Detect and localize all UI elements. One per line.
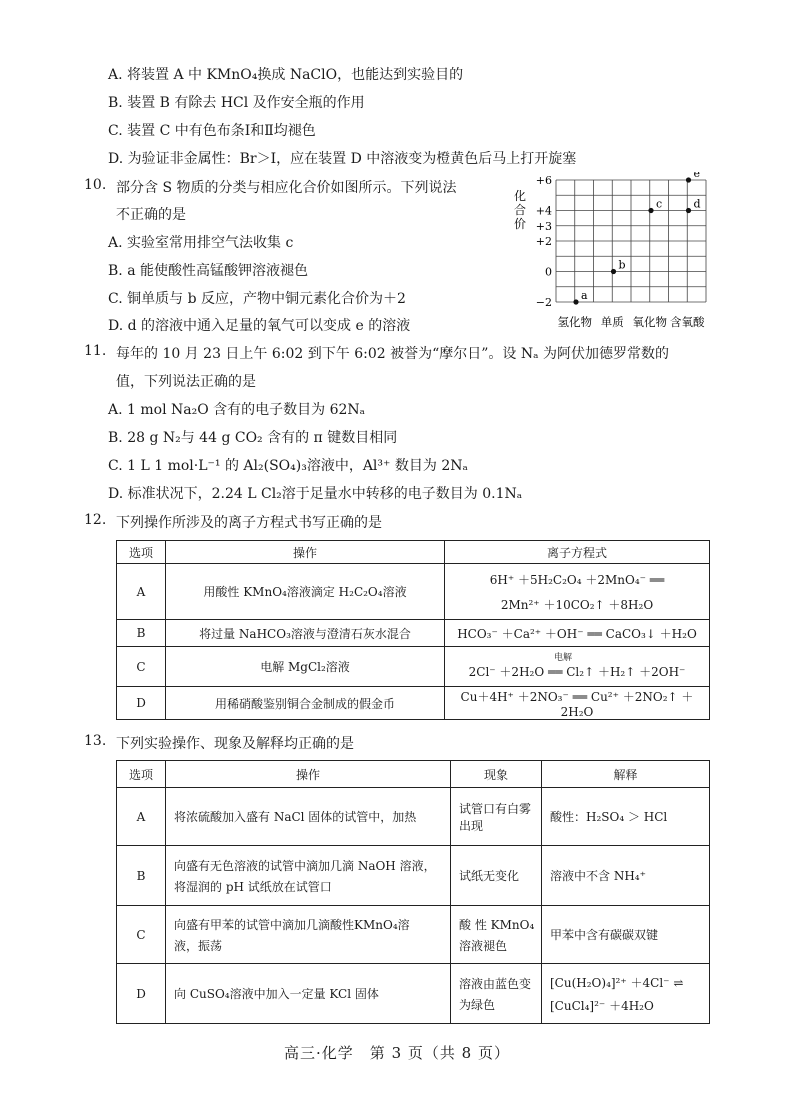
data-point-c bbox=[648, 208, 653, 213]
equation-line: 2Mn²⁺ ＋10CO₂↑ ＋8H₂O bbox=[500, 597, 654, 612]
explanation-line: 酸性：H₂SO₄ ＞ HCl bbox=[550, 810, 668, 824]
y-tick-label: +2 bbox=[535, 235, 552, 248]
q10-stem-line1: 部分含 S 物质的分类与相应化合价如图所示。下列说法 bbox=[116, 180, 457, 196]
valence-chart bbox=[506, 172, 726, 338]
q13-row-phenomenon bbox=[451, 846, 542, 906]
equation-line: 6H⁺ ＋5H₂C₂O₄ ＋2MnO₄⁻ ══ bbox=[489, 572, 665, 587]
q12-header-operation: 操作 bbox=[166, 541, 445, 564]
q13-row-explanation bbox=[542, 788, 710, 846]
phenomenon-line: 试纸无变化 bbox=[459, 869, 520, 883]
phenomenon-line: 溶液由蓝色变 bbox=[459, 976, 532, 991]
y-tick-label: −2 bbox=[535, 296, 552, 309]
operation-line: 向 CuSO₄溶液中加入一定量 KCl 固体 bbox=[174, 987, 379, 1001]
q11-stem-line1: 每年的 10 月 23 日上午 6:02 到下午 6:02 被誉为“摩尔日”。设 Nₐ 为阿伏加德罗常数的 bbox=[116, 346, 669, 362]
q10-option-b: B. a 能使酸性高锰酸钾溶液褪色 bbox=[108, 263, 308, 279]
q13-row-operation bbox=[166, 906, 451, 964]
q12-row-equation bbox=[445, 647, 710, 687]
table-row bbox=[117, 564, 710, 620]
q13-row-phenomenon bbox=[451, 964, 542, 1024]
explanation-line: 甲苯中含有碳碳双键 bbox=[550, 928, 659, 942]
q13-row-operation bbox=[166, 964, 451, 1024]
electrolysis-condition: 电解 bbox=[553, 652, 572, 663]
q9-option-c: C. 装置 C 中有色布条Ⅰ和Ⅱ均褪色 bbox=[108, 123, 316, 139]
y-tick-label: +3 bbox=[535, 219, 552, 233]
y-tick-label: 0 bbox=[545, 265, 552, 279]
q13-row-explanation bbox=[542, 964, 710, 1024]
q12-row-option: B bbox=[117, 620, 166, 647]
y-tick-label: +6 bbox=[535, 174, 552, 187]
data-point-label: b bbox=[618, 258, 626, 272]
q12-row-equation bbox=[445, 564, 710, 620]
q11-number: 11. bbox=[84, 343, 107, 359]
explanation-line: 溶液中不含 NH₄⁺ bbox=[550, 869, 646, 883]
data-point-label: a bbox=[581, 289, 588, 302]
q9-option-a: A. 将装置 A 中 KMnO₄换成 NaClO，也能达到实验目的 bbox=[108, 67, 464, 83]
table-row bbox=[117, 964, 710, 1024]
q13-row-explanation bbox=[542, 846, 710, 906]
q10-option-d: D. d 的溶液中通入足量的氧气可以变成 e 的溶液 bbox=[108, 318, 411, 334]
q13-row-operation bbox=[166, 788, 451, 846]
q9-option-d: D. 为验证非金属性：Br＞I，应在装置 D 中溶液变为橙黄色后马上打开旋塞 bbox=[108, 151, 577, 167]
q10-option-a: A. 实验室常用排空气法收集 c bbox=[108, 235, 294, 251]
data-point-e bbox=[686, 177, 691, 182]
q11-option-c: C. 1 L 1 mol·L⁻¹ 的 Al₂(SO₄)₃溶液中，Al³⁺ 数目为 2Nₐ bbox=[108, 458, 468, 474]
q13-row-option: A bbox=[117, 788, 166, 846]
q12-row-operation: 电解 MgCl₂溶液 bbox=[166, 647, 445, 687]
q12-header-option: 选项 bbox=[117, 541, 166, 564]
table-row bbox=[117, 687, 710, 720]
q12-row-operation: 用稀硝酸鉴别铜合金制成的假金币 bbox=[166, 687, 445, 720]
q13-row-option: B bbox=[117, 846, 166, 906]
q12-row-equation: Cu＋4H⁺ ＋2NO₃⁻ ══ Cu²⁺ ＋2NO₂↑ ＋2H₂O bbox=[445, 687, 710, 720]
table-row bbox=[117, 788, 710, 846]
y-axis-label-char: 化 bbox=[514, 189, 527, 203]
q9-option-b: B. 装置 B 有除去 HCl 及作安全瓶的作用 bbox=[108, 95, 365, 111]
operation-line: 液，振荡 bbox=[174, 938, 223, 953]
x-category-label: 含氧酸 bbox=[670, 315, 705, 329]
x-category-label: 单质 bbox=[600, 315, 624, 329]
q12-number: 12. bbox=[84, 512, 107, 528]
q13-row-phenomenon bbox=[451, 906, 542, 964]
data-point-label: d bbox=[693, 197, 701, 211]
x-category-label: 氢化物 bbox=[557, 315, 592, 329]
q13-number: 13. bbox=[84, 733, 107, 749]
data-point-b bbox=[611, 269, 616, 274]
q10-option-c: C. 铜单质与 b 反应，产物中铜元素化合价为＋2 bbox=[108, 291, 406, 307]
q12-row-equation: HCO₃⁻ ＋Ca²⁺ ＋OH⁻ ══ CaCO₃↓ ＋H₂O bbox=[445, 620, 710, 647]
explanation-line: [CuCl₄]²⁻ ＋4H₂O bbox=[550, 998, 654, 1013]
q13-row-explanation bbox=[542, 906, 710, 964]
q11-stem-line2: 值，下列说法正确的是 bbox=[116, 374, 256, 390]
q11-option-b: B. 28 g N₂与 44 g CO₂ 含有的 π 键数目相同 bbox=[108, 430, 398, 446]
x-category-label: 氧化物 bbox=[632, 315, 667, 329]
equation-line: 2Cl⁻ ＋2H₂O ══ Cl₂↑ ＋H₂↑ ＋2OH⁻ bbox=[468, 664, 686, 679]
data-point-d bbox=[686, 208, 691, 213]
q13-stem: 下列实验操作、现象及解释均正确的是 bbox=[116, 736, 354, 752]
page-footer: 高三·化学 第 3 页（共 8 页） bbox=[284, 1044, 510, 1062]
y-axis-label-char: 价 bbox=[514, 217, 527, 231]
q12-table bbox=[116, 540, 710, 720]
q13-header-explanation: 解释 bbox=[542, 761, 710, 788]
operation-line: 将浓硫酸加入盛有 NaCl 固体的试管中，加热 bbox=[174, 810, 417, 824]
phenomenon-line: 出现 bbox=[459, 818, 484, 833]
phenomenon-line: 为绿色 bbox=[459, 997, 496, 1012]
y-tick-label: +4 bbox=[535, 204, 552, 218]
table-row bbox=[117, 906, 710, 964]
operation-line: 向盛有无色溶液的试管中滴加几滴 NaOH 溶液， bbox=[174, 858, 436, 873]
q13-row-phenomenon bbox=[451, 788, 542, 846]
q12-header-equation: 离子方程式 bbox=[445, 541, 710, 564]
q12-row-operation: 用酸性 KMnO₄溶液滴定 H₂C₂O₄溶液 bbox=[166, 564, 445, 620]
q10-number: 10. bbox=[84, 177, 107, 193]
q13-row-operation bbox=[166, 846, 451, 906]
phenomenon-line: 酸 性 KMnO₄ bbox=[459, 917, 535, 932]
data-point-label: e bbox=[693, 172, 701, 180]
q13-header-option: 选项 bbox=[117, 761, 166, 788]
q12-row-operation: 将过量 NaHCO₃溶液与澄清石灰水混合 bbox=[166, 620, 445, 647]
phenomenon-line: 试管口有白雾 bbox=[459, 801, 532, 816]
q13-table bbox=[116, 760, 710, 1024]
table-row bbox=[117, 647, 710, 687]
operation-line: 向盛有甲苯的试管中滴加几滴酸性KMnO₄溶 bbox=[174, 917, 410, 932]
data-point-a bbox=[573, 299, 578, 304]
phenomenon-line: 溶液褪色 bbox=[459, 938, 508, 953]
q13-header-operation: 操作 bbox=[166, 761, 451, 788]
table-row bbox=[117, 620, 710, 647]
q13-header-phenomenon: 现象 bbox=[451, 761, 542, 788]
q11-option-a: A. 1 mol Na₂O 含有的电子数目为 62Nₐ bbox=[108, 402, 366, 418]
q13-row-option: D bbox=[117, 964, 166, 1024]
q12-row-option: A bbox=[117, 564, 166, 620]
q10-stem-line2: 不正确的是 bbox=[116, 207, 186, 223]
q12-stem: 下列操作所涉及的离子方程式书写正确的是 bbox=[116, 515, 382, 531]
table-row bbox=[117, 846, 710, 906]
q13-row-option: C bbox=[117, 906, 166, 964]
q11-option-d: D. 标准状况下，2.24 L Cl₂溶于足量水中转移的电子数目为 0.1Nₐ bbox=[108, 486, 523, 502]
operation-line: 将湿润的 pH 试纸放在试管口 bbox=[174, 879, 332, 894]
y-axis-label-char: 合 bbox=[514, 203, 527, 217]
data-point-label: c bbox=[656, 197, 663, 211]
q12-row-option: D bbox=[117, 687, 166, 720]
explanation-line: [Cu(H₂O)₄]²⁺ ＋4Cl⁻ ⇌ bbox=[550, 975, 684, 990]
q12-row-option: C bbox=[117, 647, 166, 687]
